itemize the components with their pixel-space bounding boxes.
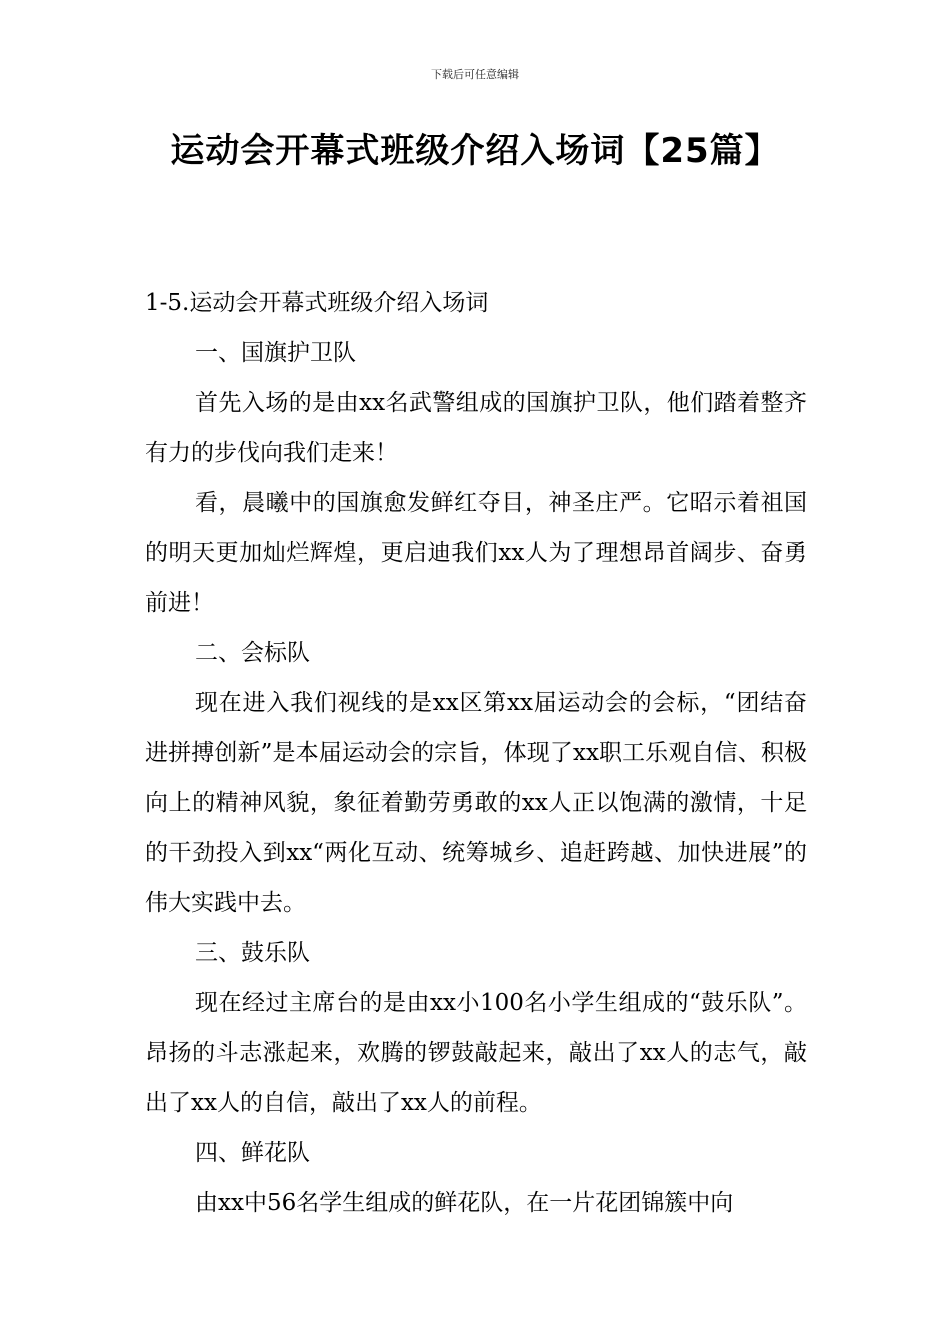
paragraph-emblem-team: 现在进入我们视线的是xx区第xx届运动会的会标，“团结奋进拼搏创新”是本届运动会的宗旨，体现了xx职工乐观自信、积极向上的精神风貌，象征着勤劳勇敢的xx人正以饱满的激情，十足的干劲投入到xx“两化互动、统筹城乡、追赶跨越、加快进展”的伟大实践中去。: [145, 690, 807, 916]
document-title: 运动会开幕式班级介绍入场词【25篇】: [170, 131, 780, 171]
section-heading: 1-5.运动会开幕式班级介绍入场词: [145, 290, 489, 316]
header-note: 下载后可任意编辑: [431, 68, 519, 81]
sub-heading-flower-team: 四、鲜花队: [195, 1140, 310, 1166]
paragraph-flag-guard-2: 看，晨曦中的国旗愈发鲜红夺目，神圣庄严。它昭示着祖国的明天更加灿烂辉煌，更启迪我们xx人为了理想昂首阔步、奋勇前进！: [145, 490, 807, 616]
paragraph-drum-band: 现在经过主席台的是由xx小100名小学生组成的“鼓乐队”。昂扬的斗志涨起来，欢腾的锣鼓敲起来，敲出了xx人的志气，敲出了xx人的自信，敲出了xx人的前程。: [145, 990, 807, 1116]
sub-heading-emblem-team: 二、会标队: [195, 640, 310, 666]
paragraph-flower-team: 由xx中56名学生组成的鲜花队，在一片花团锦簇中向: [195, 1190, 734, 1216]
document-body: [145, 278, 807, 1228]
sub-heading-drum-band: 三、鼓乐队: [195, 940, 310, 966]
sub-heading-flag-guard: 一、国旗护卫队: [195, 340, 356, 366]
paragraph-flag-guard-1: 首先入场的是由xx名武警组成的国旗护卫队，他们踏着整齐有力的步伐向我们走来！: [145, 390, 807, 466]
